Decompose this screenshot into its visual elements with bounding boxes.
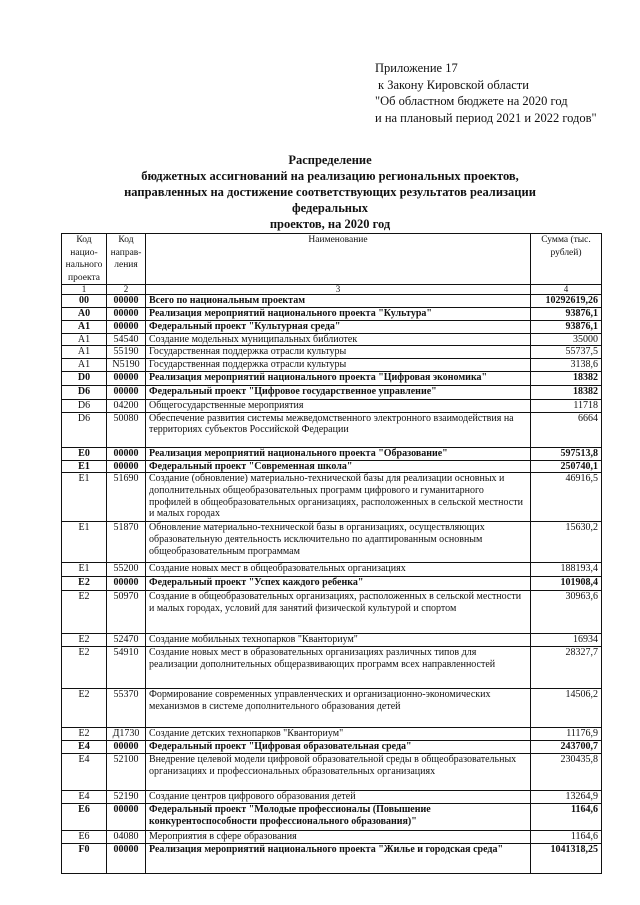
name-cell: Реализация мероприятий национального проекта "Образование" [146, 447, 531, 460]
project-code-cell: A1 [62, 359, 107, 372]
direction-code-cell: 50970 [107, 591, 146, 634]
table-row [62, 728, 602, 741]
sum-cell: 6664 [531, 412, 602, 447]
sum-cell: 250740,1 [531, 460, 602, 473]
table-row [62, 803, 602, 830]
sum-cell: 18382 [531, 386, 602, 400]
table-body [62, 295, 602, 874]
name-cell: Создание мобильных технопарков "Кванториум" [146, 634, 531, 647]
project-code-cell: D0 [62, 372, 107, 386]
direction-code-cell: 50080 [107, 412, 146, 447]
sum-cell: 11718 [531, 400, 602, 413]
project-code-cell: E2 [62, 689, 107, 728]
table-row [62, 386, 602, 400]
name-cell: Создание (обновление) материально-технической базы для реализации основных и дополнительных общеобразовательных программ цифрового и гуманитарного профилей в общеобразовательных организациях, расположенных в сельской местности и малых городах [146, 473, 531, 522]
sum-cell: 230435,8 [531, 754, 602, 791]
table-row [62, 308, 602, 321]
project-code-cell: E1 [62, 522, 107, 563]
name-cell: Федеральный проект "Молодые профессионалы (Повышение конкурентоспособности профессионального образования)" [146, 803, 531, 830]
name-cell: Федеральный проект "Культурная среда" [146, 320, 531, 333]
direction-code-cell: 52100 [107, 754, 146, 791]
direction-code-cell: 54910 [107, 647, 146, 689]
sum-cell: 28327,7 [531, 647, 602, 689]
name-cell: Федеральный проект "Успех каждого ребенка" [146, 577, 531, 591]
column-number-row [62, 285, 602, 295]
direction-code-cell: 55370 [107, 689, 146, 728]
table-row [62, 400, 602, 413]
direction-code-cell: Д1730 [107, 728, 146, 741]
sum-cell: 30963,6 [531, 591, 602, 634]
table-row [62, 563, 602, 577]
sum-cell: 243700,7 [531, 741, 602, 754]
table-row [62, 634, 602, 647]
header-project-code: Код нацио-нального проекта [62, 234, 107, 285]
direction-code-cell: 00000 [107, 741, 146, 754]
sum-cell: 46916,5 [531, 473, 602, 522]
direction-code-cell: 00000 [107, 308, 146, 321]
direction-code-cell: 00000 [107, 372, 146, 386]
name-cell: Всего по национальным проектам [146, 295, 531, 308]
name-cell: Государственная поддержка отрасли культуры [146, 346, 531, 359]
name-cell: Создание центров цифрового образования детей [146, 791, 531, 804]
table-row [62, 447, 602, 460]
project-code-cell: E2 [62, 591, 107, 634]
table-row [62, 522, 602, 563]
project-code-cell: E1 [62, 563, 107, 577]
column-number: 4 [531, 285, 602, 295]
table-row [62, 791, 602, 804]
project-code-cell: 00 [62, 295, 107, 308]
project-code-cell: A1 [62, 333, 107, 346]
direction-code-cell: N5190 [107, 359, 146, 372]
column-number: 1 [62, 285, 107, 295]
direction-code-cell: 51690 [107, 473, 146, 522]
direction-code-cell: 00000 [107, 577, 146, 591]
project-code-cell: E2 [62, 634, 107, 647]
name-cell: Общегосударственные мероприятия [146, 400, 531, 413]
project-code-cell: E0 [62, 447, 107, 460]
name-cell: Государственная поддержка отрасли культуры [146, 359, 531, 372]
direction-code-cell: 54540 [107, 333, 146, 346]
project-code-cell: E6 [62, 803, 107, 830]
name-cell: Реализация мероприятий национального проекта "Культура" [146, 308, 531, 321]
direction-code-cell: 52190 [107, 791, 146, 804]
name-cell: Создание новых мест в образовательных организациях различных типов для реализации дополнительных общеразвивающих программ всех направленностей [146, 647, 531, 689]
sum-cell: 93876,1 [531, 320, 602, 333]
sum-cell: 13264,9 [531, 791, 602, 804]
project-code-cell: A1 [62, 320, 107, 333]
sum-cell: 15630,2 [531, 522, 602, 563]
sum-cell: 101908,4 [531, 577, 602, 591]
name-cell: Федеральный проект "Современная школа" [146, 460, 531, 473]
name-cell: Реализация мероприятий национального проекта "Цифровая экономика" [146, 372, 531, 386]
project-code-cell: A1 [62, 346, 107, 359]
table-row [62, 843, 602, 873]
table-row [62, 333, 602, 346]
column-number: 2 [107, 285, 146, 295]
project-code-cell: E2 [62, 647, 107, 689]
appendix-header [375, 60, 597, 126]
title-line: проектов, на 2020 год [269, 217, 391, 231]
project-code-cell: F0 [62, 843, 107, 873]
sum-cell: 18382 [531, 372, 602, 386]
direction-code-cell: 55190 [107, 346, 146, 359]
name-cell: Создание детских технопарков "Кванториум" [146, 728, 531, 741]
direction-code-cell: 00000 [107, 295, 146, 308]
project-code-cell: E1 [62, 460, 107, 473]
header-row [62, 234, 602, 285]
table-row [62, 320, 602, 333]
direction-code-cell: 00000 [107, 447, 146, 460]
table-row [62, 577, 602, 591]
table-row [62, 830, 602, 843]
title-line: бюджетных ассигнований на реализацию региональных проектов, [141, 169, 519, 183]
direction-code-cell: 00000 [107, 386, 146, 400]
sum-cell: 16934 [531, 634, 602, 647]
direction-code-cell: 00000 [107, 843, 146, 873]
project-code-cell: D6 [62, 386, 107, 400]
sum-cell: 11176,9 [531, 728, 602, 741]
appendix-line: Приложение 17 [375, 61, 458, 75]
table-row [62, 346, 602, 359]
direction-code-cell: 04200 [107, 400, 146, 413]
table-row [62, 741, 602, 754]
name-cell: Мероприятия в сфере образования [146, 830, 531, 843]
direction-code-cell: 55200 [107, 563, 146, 577]
table-row [62, 460, 602, 473]
name-cell: Обновление материально-технической базы в организациях, осуществляющих образовательную деятельность исключительно по адаптированным основным общеобразовательным программам [146, 522, 531, 563]
budget-table [61, 233, 602, 874]
project-code-cell: D6 [62, 412, 107, 447]
project-code-cell: E4 [62, 741, 107, 754]
direction-code-cell: 52470 [107, 634, 146, 647]
project-code-cell: E4 [62, 754, 107, 791]
column-number: 3 [146, 285, 531, 295]
table-row [62, 473, 602, 522]
project-code-cell: A0 [62, 308, 107, 321]
appendix-line: к Закону Кировской области [378, 77, 529, 92]
table-row [62, 647, 602, 689]
project-code-cell: E6 [62, 830, 107, 843]
sum-cell: 1164,6 [531, 803, 602, 830]
name-cell: Формирование современных управленческих и организационно-экономических механизмов в системе дополнительного образования детей [146, 689, 531, 728]
project-code-cell: E2 [62, 577, 107, 591]
project-code-cell: E4 [62, 791, 107, 804]
title-line: направленных на достижение соответствующих результатов реализации федеральных [124, 185, 536, 215]
header-sum: Сумма (тыс. рублей) [531, 234, 602, 285]
direction-code-cell: 00000 [107, 320, 146, 333]
direction-code-cell: 51870 [107, 522, 146, 563]
sum-cell: 3138,6 [531, 359, 602, 372]
name-cell: Создание новых мест в общеобразовательных организациях [146, 563, 531, 577]
sum-cell: 10292619,26 [531, 295, 602, 308]
sum-cell: 14506,2 [531, 689, 602, 728]
project-code-cell: D6 [62, 400, 107, 413]
table-row [62, 754, 602, 791]
direction-code-cell: 04080 [107, 830, 146, 843]
table-row [62, 412, 602, 447]
sum-cell: 55737,5 [531, 346, 602, 359]
header-name: Наименование [146, 234, 531, 285]
table-row [62, 372, 602, 386]
header-direction-code: Код направ-ления [107, 234, 146, 285]
sum-cell: 597513,8 [531, 447, 602, 460]
document-title [90, 152, 570, 232]
sum-cell: 1041318,25 [531, 843, 602, 873]
sum-cell: 1164,6 [531, 830, 602, 843]
name-cell: Федеральный проект "Цифровая образовательная среда" [146, 741, 531, 754]
direction-code-cell: 00000 [107, 460, 146, 473]
sum-cell: 188193,4 [531, 563, 602, 577]
name-cell: Создание модельных муниципальных библиотек [146, 333, 531, 346]
name-cell: Создание в общеобразовательных организациях, расположенных в сельской местности и малых городах, условий для занятий физической культурой и спортом [146, 591, 531, 634]
table-row [62, 689, 602, 728]
name-cell: Обеспечение развития системы межведомственного электронного взаимодействия на территориях субъектов Российской Федерации [146, 412, 531, 447]
name-cell: Федеральный проект "Цифровое государственное управление" [146, 386, 531, 400]
sum-cell: 93876,1 [531, 308, 602, 321]
name-cell: Внедрение целевой модели цифровой образовательной среды в общеобразовательных организациях и профессиональных образовательных организациях [146, 754, 531, 791]
table-row [62, 359, 602, 372]
table-row [62, 591, 602, 634]
appendix-line: "Об областном бюджете на 2020 год [375, 94, 568, 108]
sum-cell: 35000 [531, 333, 602, 346]
table-row [62, 295, 602, 308]
project-code-cell: E2 [62, 728, 107, 741]
appendix-line: и на плановый период 2021 и 2022 годов" [375, 110, 597, 125]
project-code-cell: E1 [62, 473, 107, 522]
direction-code-cell: 00000 [107, 803, 146, 830]
name-cell: Реализация мероприятий национального проекта "Жилье и городская среда" [146, 843, 531, 873]
title-line: Распределение [288, 153, 372, 167]
